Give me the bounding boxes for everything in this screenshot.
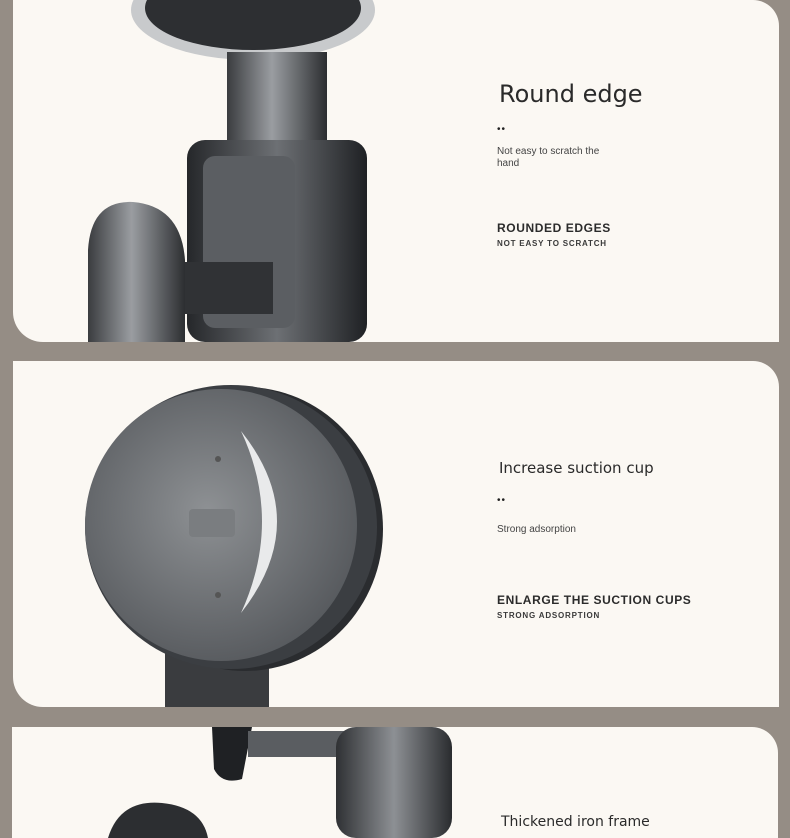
hook-product-image [13, 0, 483, 342]
feature-panel-iron-frame [12, 727, 778, 838]
section-caps-title: ROUNDED EDGES [497, 221, 611, 235]
section-title: Increase suction cup [499, 459, 654, 477]
section-subtitle: Not easy to scratch the hand [497, 146, 600, 169]
section-caps-subtitle: STRONG ADSORPTION [497, 611, 601, 620]
section-title: Thickened iron frame [501, 814, 650, 830]
section-title: Round edge [499, 80, 643, 108]
suction-cup-product-image [13, 361, 483, 707]
iron-frame-product-image [12, 727, 482, 838]
divider-dots: •• [497, 495, 507, 506]
section-caps-title: ENLARGE THE SUCTION CUPS [497, 593, 692, 607]
section-caps-subtitle: NOT EASY TO SCRATCH [497, 239, 607, 248]
feature-panel-suction-cup [13, 361, 779, 707]
divider-dots: •• [497, 124, 507, 135]
section-subtitle: Strong adsorption [497, 524, 576, 535]
feature-panel-round-edge [13, 0, 779, 342]
